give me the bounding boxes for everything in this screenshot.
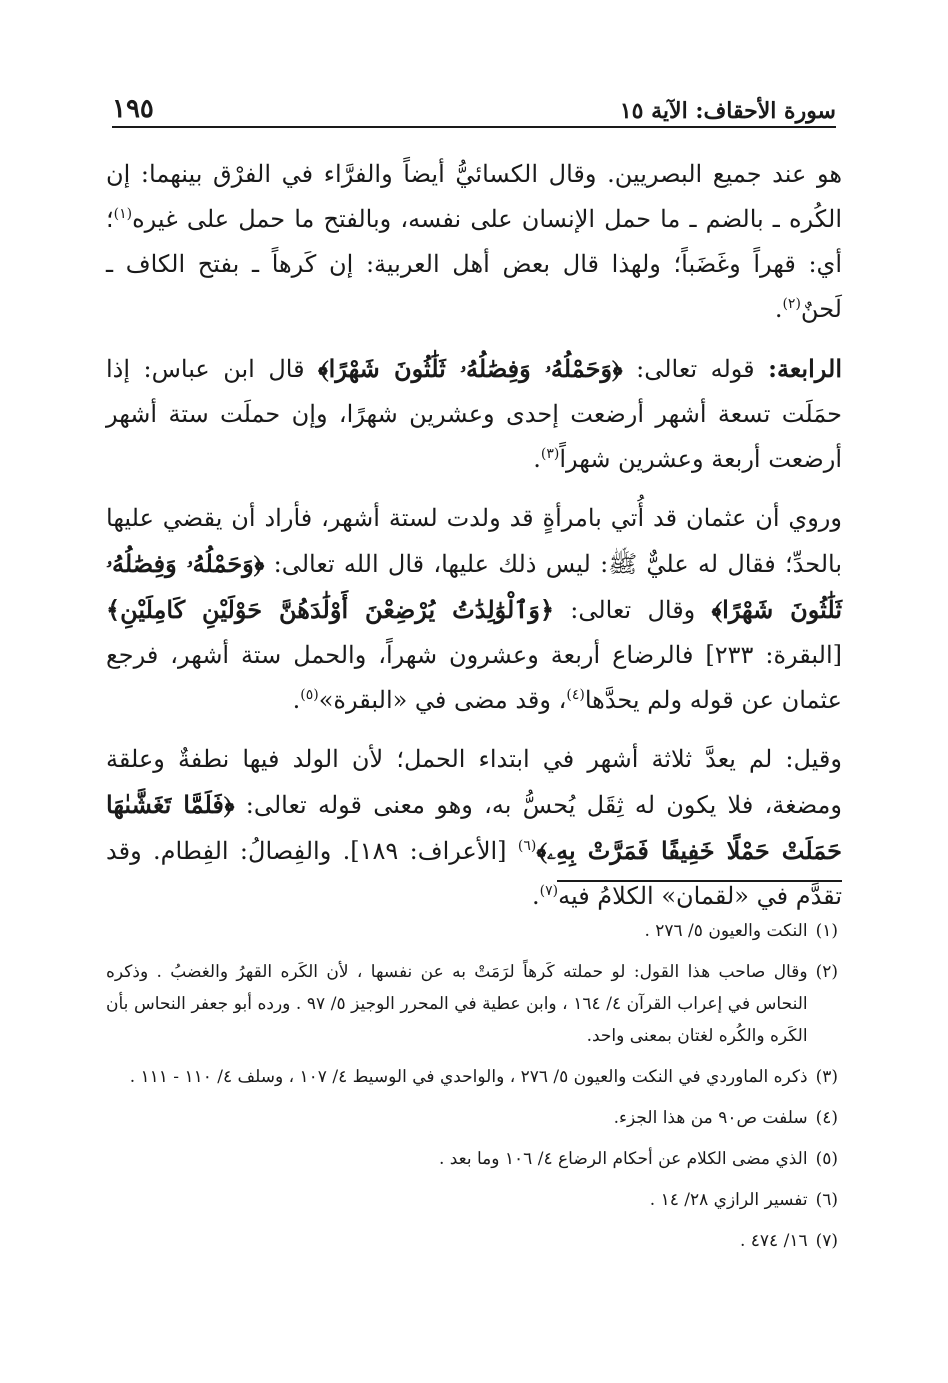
footnote-text: ذكره الماوردي في النكت والعيون ٥/ ٢٧٦ ، والواحدي في الوسيط ٤/ ١٠٧ ، وسلف ٤/ ١١٠ - ١١١ .: [129, 1067, 808, 1087]
footnote-number: (٣): [815, 1067, 838, 1087]
footnote-text: النكت والعيون ٥/ ٢٧٦ .: [644, 921, 808, 941]
footnote: [106, 915, 838, 947]
footnote-ref: (٦): [517, 838, 537, 854]
footnote: [106, 1061, 838, 1093]
quran-verse: ﴿وَحَمْلُهُۥ وَفِصَٰلُهُۥ ثَلَٰثُونَ شَهْرًا﴾: [106, 549, 843, 624]
footnote: [106, 1102, 838, 1134]
main-text: [106, 152, 842, 919]
footnote-text: ١٦/ ٤٧٤ .: [739, 1231, 808, 1251]
text-span: ، وقد مضى في «البقرة»: [318, 686, 567, 714]
footnote-number: (٤): [815, 1108, 838, 1128]
footnote-ref: (٥): [300, 687, 319, 703]
footnote-number: (٢): [815, 962, 838, 982]
footnote-separator: [557, 880, 842, 882]
page-header: [112, 82, 836, 128]
quran-verse: ﴿وَٱلْوَٰلِدَٰتُ يُرْضِعْنَ أَوْلَٰدَهُنَّ حَوْلَيْنِ كَامِلَيْنِ﴾: [106, 595, 555, 624]
page-number: ١٩٥: [112, 94, 154, 124]
footnote: [106, 1225, 838, 1257]
footnote-ref: (١): [113, 206, 133, 222]
running-title: سورة الأحقاف: الآية ١٥: [619, 98, 836, 124]
text-span: ؛ أي: قهراً وغَضَباً؛ ولهذا قال بعض أهل العربية: إن كَرهاً ـ بفتح الكاف ـ لَحنٌ: [106, 205, 842, 323]
footnotes: [106, 915, 838, 1266]
footnote-ref: (٣): [540, 446, 560, 462]
text-span: .: [292, 686, 301, 714]
text-span: وروي أن عثمان قد أُتي بامرأةٍ قد ولدت لستة أشهر، فأراد أن يقضي عليها بالحدِّ؛ فقال له عليٌّ ﷺ: ليس ذلك عليها، قال الله تعالى:: [106, 504, 842, 578]
footnote-number: (٦): [815, 1190, 838, 1210]
footnote-ref: (٤): [566, 687, 585, 703]
paragraph-3: [106, 496, 842, 723]
text-span: وقيل: لم يعدَّ ثلاثة أشهر في ابتداء الحمل؛ لأن الولد فيها نطفةٌ وعلقة ومضغة، فلا يكون له ثِقَل يُحسُّ به، وهو معنى قوله تعالى:: [106, 745, 842, 819]
footnote-number: (٧): [815, 1231, 838, 1251]
text-span: هو عند جميع البصريين. وقال الكسائيُّ أيضاً والفرَّاء في الفرْق بينهما: إن الكُره ـ بالضم ـ ما حمل الإنسان على نفسه، وبالفتح ما حمل على غيره: [106, 160, 842, 233]
footnote-text: سلفت ص٩٠ من هذا الجزء.: [613, 1108, 808, 1128]
footnote: [106, 1143, 838, 1175]
text-span: قوله تعالى:: [622, 355, 769, 383]
footnote-number: (١): [815, 921, 838, 941]
text-span: .: [533, 445, 541, 473]
footnote-text: وقال صاحب هذا القول: لو حملته كَرهاً لرَمَتْ به عن نفسها ، لأن الكَره القهرُ والغضبُ . وذكره النحاس في إعراب القرآن ٤/ ١٦٤ ، وابن عطية في المحرر الوجيز ٥/ ٩٧ . ورده أبو جعفر النحاس بأن الكَره والكُره لغتان بمعنى واحد.: [106, 962, 808, 1046]
footnote: [106, 1184, 838, 1216]
paragraph-1: [106, 152, 842, 332]
text-span: [الأعراف: ١٨٩]. والفِصالُ: الفِطام. وقد تقدَّم في «لقمان» الكلامُ فيه: [106, 837, 842, 910]
text-span: .: [774, 295, 783, 323]
quran-verse: ﴿فَلَمَّا تَغَشَّىٰهَا حَمَلَتْ حَمْلًا خَفِيفًا فَمَرَّتْ بِهِۦ﴾: [106, 790, 842, 865]
footnote-number: (٥): [815, 1149, 838, 1169]
text-span: [البقرة: ٢٣٣] فالرضاع أربعة وعشرون شهراً، والحمل ستة أشهر، فرجع عثمان عن قوله ولم يحدَّها: [106, 641, 842, 714]
paragraph-4: [106, 737, 842, 919]
footnote: [106, 956, 838, 1052]
footnote-text: تفسير الرازي ٢٨/ ١٤ .: [649, 1190, 808, 1210]
footnote-ref: (٢): [782, 296, 801, 312]
text-span: وقال تعالى:: [554, 596, 712, 624]
footnote-ref: (٧): [539, 883, 559, 899]
paragraph-2: [106, 346, 842, 482]
quran-verse: ﴿وَحَمْلُهُۥ وَفِصَٰلُهُۥ ثَلَٰثُونَ شَهْرًا﴾: [318, 354, 623, 383]
section-lead: الرابعة:: [768, 354, 842, 383]
text-span: قال ابن عباس: إذا حمَلَت تسعة أشهر أرضعت إحدى وعشرين شهرًا، وإن حملَت ستة أشهر أرضعت أربعة وعشرين شهراً: [106, 355, 842, 473]
footnote-text: الذي مضى الكلام عن أحكام الرضاع ٤/ ١٠٦ وما بعد .: [438, 1149, 808, 1169]
text-span: .: [531, 882, 540, 910]
